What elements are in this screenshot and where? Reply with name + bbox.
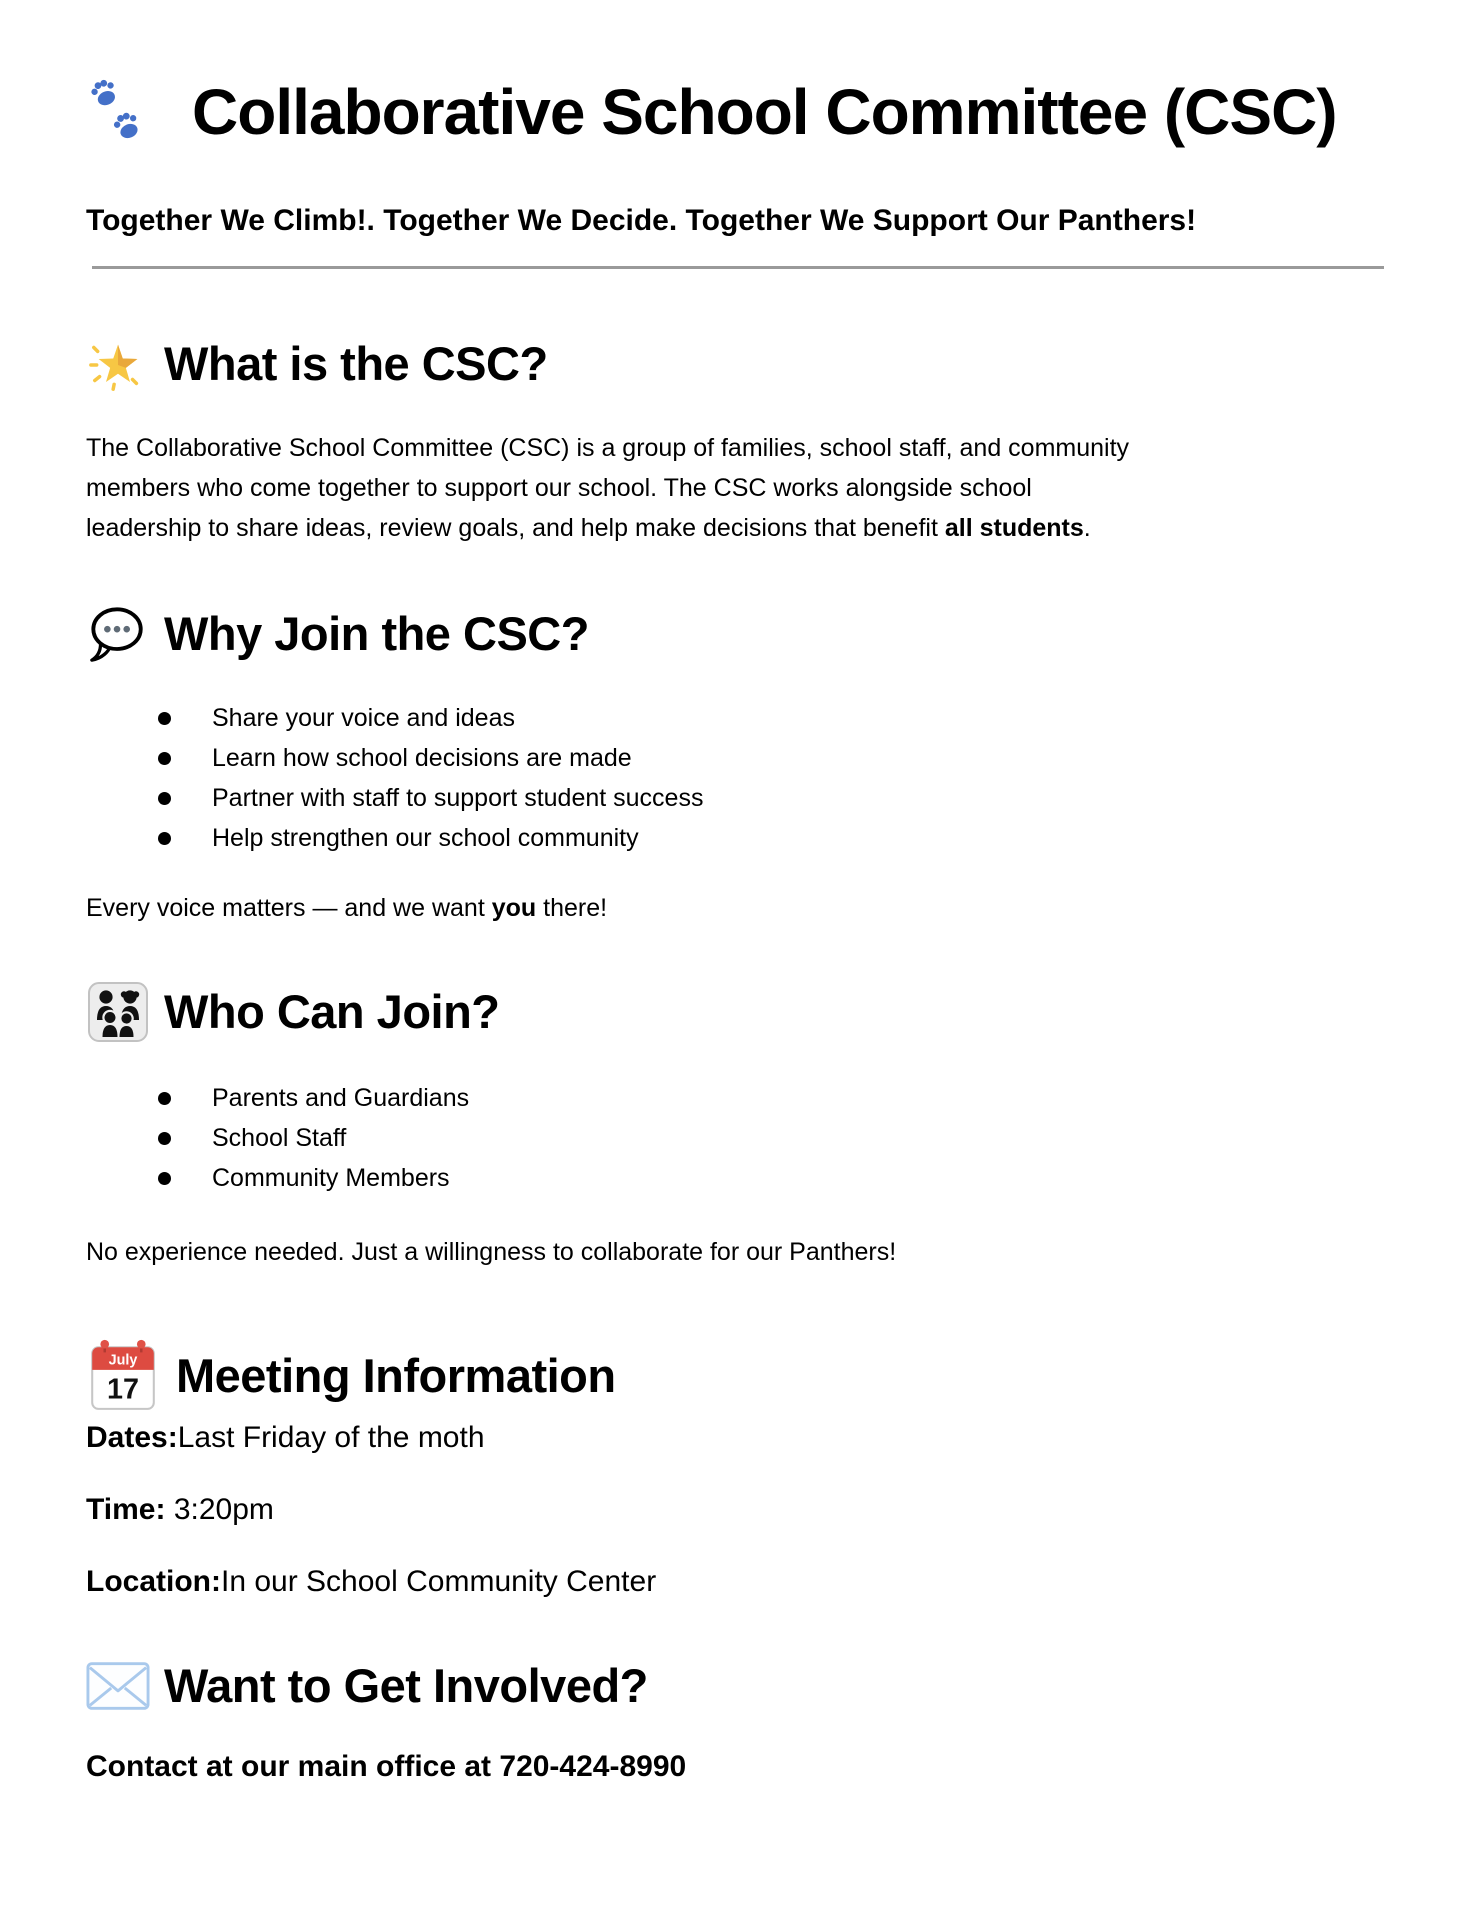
page-subtitle: Together We Climb!. Together We Decide. Together We Support Our Panthers! <box>86 204 1197 237</box>
glowing-star-icon <box>86 328 150 400</box>
paragraph-bold-text: you <box>491 894 537 922</box>
location-value: In our School Community Center <box>221 1565 657 1598</box>
contact-line: Contact at our main office at 720-424-8990 <box>86 1750 687 1783</box>
calendar-day-label: 17 <box>107 1373 139 1406</box>
section-heading-who <box>86 976 500 1048</box>
section-heading-what <box>86 328 548 400</box>
list-item: Partner with staff to support student success <box>86 778 703 818</box>
section-heading-why <box>86 598 589 670</box>
section-title: What is the CSC? <box>164 337 548 390</box>
page-title: Collaborative School Committee (CSC) <box>192 76 1337 148</box>
paragraph-what-is-csc <box>86 428 1416 548</box>
paragraph-no-experience: No experience needed. Just a willingness to collaborate for our Panthers! <box>86 1238 897 1266</box>
paragraph-text-end: there! <box>536 894 608 922</box>
paragraph-text: Every voice matters — and we want <box>86 894 492 922</box>
paragraph-text-end: . <box>1083 514 1091 542</box>
speech-balloon-icon <box>86 598 150 670</box>
time-value: 3:20pm <box>173 1493 274 1526</box>
list-item: Community Members <box>86 1158 469 1198</box>
dates-label: Dates: <box>86 1421 178 1454</box>
section-title: Meeting Information <box>176 1349 616 1402</box>
list-item: School Staff <box>86 1118 469 1158</box>
meeting-location-line <box>86 1562 656 1602</box>
list-item: Help strengthen our school community <box>86 818 703 858</box>
envelope-icon <box>86 1650 150 1722</box>
location-label: Location: <box>86 1565 221 1598</box>
horizontal-divider <box>92 266 1384 269</box>
list-item: Parents and Guardians <box>86 1078 469 1118</box>
section-title: Who Can Join? <box>164 985 500 1038</box>
paw-prints-icon <box>86 72 144 152</box>
section-heading-involved <box>86 1650 648 1722</box>
list-item: Share your voice and ideas <box>86 698 703 738</box>
time-label: Time: <box>86 1493 166 1526</box>
calendar-month-label: July <box>108 1352 138 1369</box>
why-join-list <box>86 698 703 858</box>
who-can-join-list <box>86 1078 469 1198</box>
meeting-dates-line <box>86 1418 485 1458</box>
meeting-time-line <box>86 1490 274 1530</box>
dates-value: Last Friday of the moth <box>177 1421 485 1454</box>
section-heading-meeting <box>86 1340 616 1412</box>
section-title: Want to Get Involved? <box>164 1659 648 1712</box>
paragraph-bold-text: all students <box>944 514 1084 542</box>
paragraph-text: The Collaborative School Committee (CSC) is a group of families, school staff, and community members who come together to support our school. The CSC works alongside school leadership to share ideas, review goals, and help make decisions that benefit <box>86 434 1130 542</box>
document-title-row <box>86 70 1337 154</box>
paragraph-every-voice <box>86 888 607 928</box>
list-item: Learn how school decisions are made <box>86 738 703 778</box>
family-icon <box>86 976 150 1048</box>
section-title: Why Join the CSC? <box>164 607 589 660</box>
calendar-icon <box>86 1340 160 1412</box>
